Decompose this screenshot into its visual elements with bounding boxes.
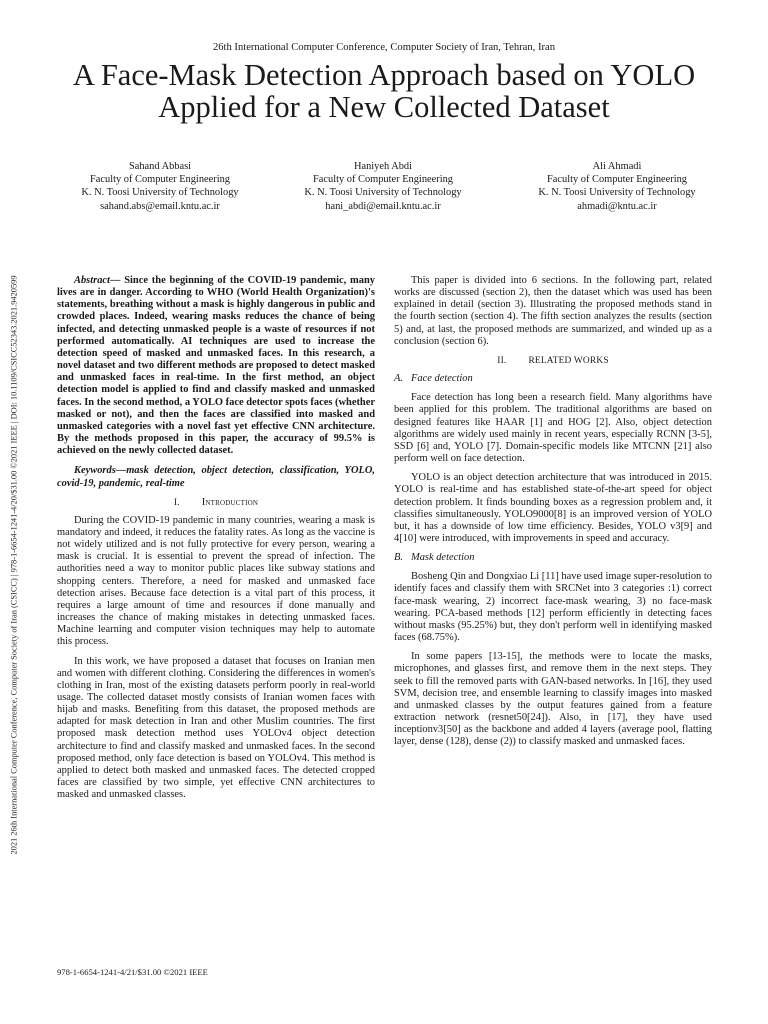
subsection-label: B. [394,552,403,564]
author-univ: K. N. Toosi University of Technology [304,187,462,199]
section-number: I. [173,497,180,508]
author-2 [283,160,483,213]
left-column [57,275,375,808]
subsection-title: Face detection [411,373,473,385]
author-dept: Faculty of Computer Engineering [547,174,687,186]
face-detection-paragraph-2: YOLO is an object detection architecture that was introduced in 2015. YOLO is real-time and has established state-of-the-art speed for object detection problem. It finds bounding boxes as a regression problem and, it classifies simultaneously. YOLO9000[8] is an improved version of YOLO but, it has a downside of low time efficiency. Besides, YOLO v3[9] and 4[10] were introduced, with improvements in speed and accuracy. [394,472,712,544]
section-heading-introduction [57,497,375,509]
section-title: Introduction [201,496,259,508]
keywords: Keywords—mask detection, object detection, classification, YOLO, covid-19, pandemic, real-time [57,465,375,489]
author-univ: K. N. Toosi University of Technology [81,187,239,199]
abstract [57,275,375,457]
intro-paragraph-2: In this work, we have proposed a dataset that focuses on Iranian men and women with different clothing. Considering the differences in women's clothing in Iran, most of the existing datasets perform poorly in real-world usage. The collected dataset mostly consists of Iranian women faces with hijab and masks. Benefiting from this dataset, the proposed methods are adapted for mask detection in Iran and other Muslim countries. The first proposed mask detection method uses YOLOv4 object detection architecture to find and classify masked and unmasked faces. In the second proposed method, only face detection is based on YOLOv4. This method is applied to detect both masked and unmasked faces. The detected cropped faces are classified by two simple, yet effective CNN architectures to masked and unmasked classes. [57,655,375,801]
author-3 [517,160,717,213]
author-1 [60,160,260,213]
author-name: Haniyeh Abdi [353,161,412,172]
author-name: Ali Ahmadi [592,161,642,172]
mask-detection-paragraph-2: In some papers [13-15], the methods were to locate the masks, microphones, and glasses first, and remove them in the next steps. They seek to fill the removed parts with GAN-based networks. In [16], they used SVM, decision tree, and ensemble learning to classify images into masked and unmasked classes by the output features gained from a feature extraction network (resnet50[24]). Also, in [17], they have used inceptionv3[50] as the backbone and added 4 layers (average pool, flatting layer, dense (128), dense (2)) to classify masked and unmasked faces. [394,651,712,748]
mask-detection-paragraph-1: Bosheng Qin and Dongxiao Li [11] have used image super-resolution to identify faces and classify them with SRCNet into 3 categories :1) correct face-mask wearing, 2) incorrect face-mask wearing, 3) no face-mask wearing. PCA-based methods [12] perform efficiently in detecting faces without masks (95.25%) but, they don't perform well in identifying masked faces (68.75%). [394,571,712,644]
author-email: hani_abdi@email.kntu.ac.ir [325,200,441,212]
author-block [40,160,730,220]
abstract-lead: Abstract— [74,275,121,286]
page-footer: 978-1-6654-1241-4/21/$31.00 ©2021 IEEE [57,967,208,977]
author-name: Sahand Abbasi [128,161,192,172]
subsection-label: A. [394,373,403,385]
paper-title: A Face-Mask Detection Approach based on YOLO Applied for a New Collected Dataset [72,58,696,124]
subsection-face-detection [394,373,712,385]
subsection-mask-detection [394,552,712,564]
side-citation-text: 2021 26th International Computer Conference, Computer Society of Iran (CSICC) | 978-1-6654-1241-4/20/$31.00 ©2021 IEEE | DOI: 10.1109/CSICC52343.2021.9420599 [9,275,19,855]
author-univ: K. N. Toosi University of Technology [538,187,696,199]
intro-paragraph-3: This paper is divided into 6 sections. In the following part, related works are discussed (section 2), then the dataset which was used has been explained in detail (section 3). Illustrating the proposed methods stand in the fourth section (section 4). The fifth section analyzes the results (section 5) and, at last, the proposed methods are summarized, and winded up as a conclusion (section 6). [394,275,712,347]
intro-paragraph-1: During the COVID-19 pandemic in many countries, wearing a mask is mandatory and indeed, it reduces the fatality rates. As long as the vaccine is not widely utilized and is not fully protective for every person, wearing a mask is crucial. It is essential to prevent the spread of infection. The authorities need a way to monitor public places like subway stations and shopping centers. Therefore, a need for masked and unmasked face detection arises. Because face detection is a vital part of this process, it requires a large amount of time and resources if done manually and increases the chance of making mistakes in detecting unmasked faces. Machine learning and computer vision techniques may help to automate this process. [57,514,375,648]
right-column [394,275,712,755]
abstract-text: Since the beginning of the COVID-19 pandemic, many lives are in danger. According to WHO (World Health Organization)'s statements, breathing without a mask is highly dangerous in public and crowded places. Indeed, wearing masks reduces the chance of being infected, and detecting unmasked people is a waste of resources if not performed automatically. AI techniques are used to increase the detection speed of masked and unmasked faces. In this research, a novel dataset and two different methods are proposed to detect masked and unmasked faces in real-time. In the first method, an object detection model is applied to find and classify masked and unmasked faces. In the second method, a YOLO face detector spots faces (whether masked or not), and then the faces are classified into masked and unmasked categories with a novel fast yet effective CNN architecture. By the methods proposed in this paper, the accuracy of 99.5% is achieved on the newly collected dataset. [57,275,375,457]
author-email: ahmadi@kntu.ac.ir [577,200,657,212]
face-detection-paragraph-1: Face detection has long been a research field. Many algorithms have been applied for this problem. The traditional algorithms are based on designed features like HAAR [1] and HOG [2]. Also, object detection algorithms are widely used mainly in recent years, especially RCNN [3-5], SSD [6] and, YOLO [7]. Domain-specific models like MTCNN [21] also perform well on face detection. [394,392,712,465]
section-title: RELATED WORKS [528,355,609,366]
author-dept: Faculty of Computer Engineering [90,174,230,186]
author-email: sahand.abs@email.kntu.ac.ir [100,200,220,212]
section-heading-related-works [394,355,712,367]
conference-header: 26th International Computer Conference, Computer Society of Iran, Tehran, Iran [212,42,556,53]
section-number: II. [497,355,507,366]
subsection-title: Mask detection [411,552,475,564]
author-dept: Faculty of Computer Engineering [313,174,453,186]
